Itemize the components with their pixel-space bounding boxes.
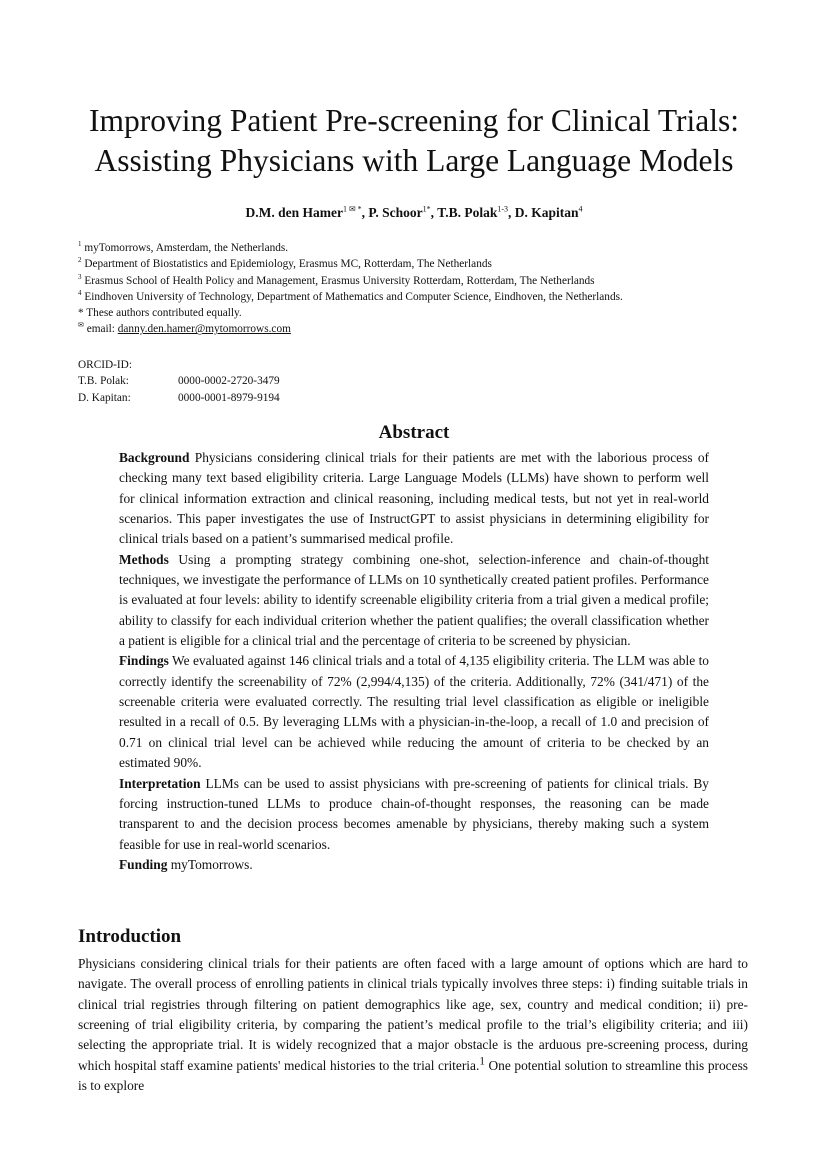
author: D. Kapitan$^4$	[514, 204, 583, 220]
orcid-row: D. Kapitan: 0000-0001-8979-9194	[78, 391, 280, 404]
orcid-row: T.B. Polak: 0000-0002-2720-3479	[78, 375, 280, 388]
affiliation: $^2$ Department of Biostatistics and Epidemiology, Erasmus MC, Rotterdam, The Netherlands	[78, 256, 492, 271]
author-superscript: 4	[578, 204, 583, 214]
abstract-methods: Methods Using a prompting strategy combining one-shot, selection-inference and chain-of-thought techniques, we investigate the performance of LLMs on 10 synthetically created patient profiles. Performance is evaluated at four levels: ability to identify screenable eligibility criteria from a trial given a medical profile; ability to classify for each individual criterion whether the patient qualifies; the overall classification whether a patient is eligible for a clinical trial and the percentage of criteria to be screened by physician.	[119, 551, 709, 649]
author-superscript: 1*	[422, 204, 431, 214]
author: T.B. Polak$^{1-3}$,	[437, 204, 515, 220]
abstract-background: Background Physicians considering clinical trials for their patients are met with the laborious process of checking many text based eligibility criteria. Large Language Models (LLMs) have shown to perform well for clinical information extraction and clinical reasoning, including medical tests, but not yet in real-world scenarios. This paper investigates the use of InstructGPT to assist physicians in determining eligibility for clinical trials based on a patient’s summarised medical profile.	[119, 450, 709, 547]
orcid-label: ORCID-ID:	[78, 359, 132, 371]
paper-title	[40, 101, 788, 181]
author: D.M. den Hamer$^{1 ✉ *}$,	[245, 204, 369, 220]
abstract-interpretation: Interpretation LLMs can be used to assist physicians with pre-screening of patients for clinical trials. By forcing instruction-tuned LLMs to produce chain-of-thought responses, the reasoning can be made transparent to and the decision process becomes amenable by physicians, thereby making such a system feasible for use in real-world scenarios.	[119, 775, 709, 852]
introduction-heading: Introduction	[78, 926, 182, 947]
abstract-findings: Findings We evaluated against 146 clinical trials and a total of 4,135 eligibility criteria. The LLM was able to correctly identify the screenability of 72% (2,994/4,135) of the criteria. Additionally, 72% (341/471) of the screenable criteria were evaluated correctly. The resulting trial level classification as eligible or ineligible resulted in a recall of 0.5. By leveraging LLMs with a physician-in-the-loop, a recall of 1.0 and precision of 0.71 on clinical trial level can be achieved while reducing the amount of criteria to be checked by an estimated 90%.	[119, 653, 709, 771]
email-line: ✉ email: danny.den.hamer@mytomorrows.com	[78, 321, 291, 336]
affiliation: $^4$ Eindhoven University of Technology, Department of Mathematics and Computer Science, Eindhoven, the Netherlands.	[78, 289, 623, 303]
equal-contribution-note: * These authors contributed equally.	[78, 307, 242, 320]
envelope-icon: ✉	[78, 321, 84, 330]
introduction-body	[78, 954, 748, 1096]
author-list	[40, 205, 788, 221]
author: P. Schoor$^{1*}$,	[368, 204, 438, 220]
abstract-funding: Funding myTomorrows.	[119, 856, 253, 872]
author-superscript: 1-3	[497, 204, 508, 214]
affiliation: $^3$ Erasmus School of Health Policy and Management, Erasmus University Rotterdam, Rotterdam, The Netherlands	[78, 272, 595, 287]
email-link[interactable]: danny.den.hamer@mytomorrows.com	[117, 323, 291, 336]
affiliation: $^1$ myTomorrows, Amsterdam, the Netherlands.	[78, 240, 289, 254]
author-superscript: 1 ✉ *	[342, 204, 362, 214]
orcid-block	[78, 357, 280, 406]
affiliation-list	[78, 240, 778, 338]
introduction-paragraph: Physicians considering clinical trials for their patients are often faced with a large amount of options which are hard to navigate. The overall process of enrolling patients in clinical trials typically involves three steps: i) finding suitable trials in clinical trial registries through filtering on patient demographics like age, sex, country and medical condition; ii) pre-screening of trial eligibility criteria, by comparing the patient’s medical profile to the trial’s eligibility criteria; and iii) selecting the appropriate trial. It is widely recognized that a major obstacle is the arduous pre-screening process, during which hospital staff examine patients' medical histories to the trial criteria.$^1$ One potential solution to streamline this process is to explore	[78, 956, 748, 1094]
abstract-body	[119, 448, 709, 875]
title-line-2: Assisting Physicians with Large Language Models	[94, 143, 734, 178]
reference-marker[interactable]: 1	[479, 1055, 485, 1068]
title-line-1: Improving Patient Pre-screening for Clinical Trials:	[88, 103, 740, 138]
abstract-heading: Abstract	[378, 422, 450, 443]
